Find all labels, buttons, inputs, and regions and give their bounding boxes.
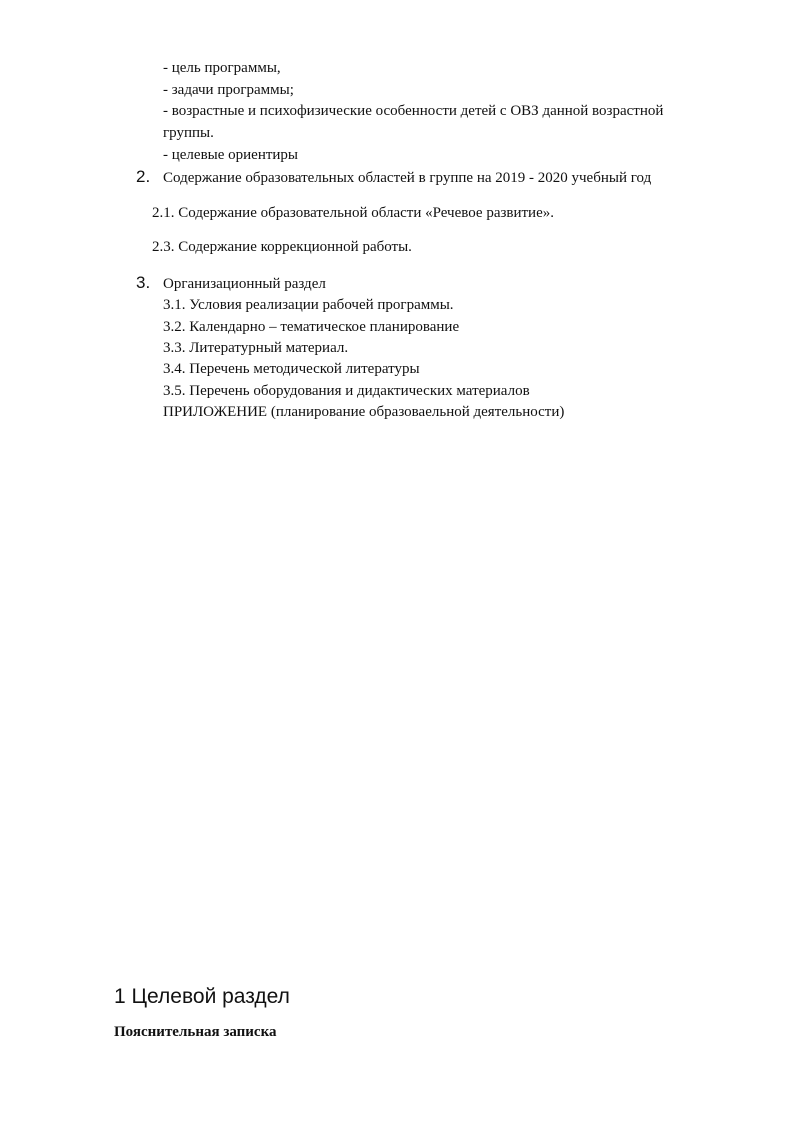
section-3-4-item: 3.4. Перечень методической литературы	[163, 361, 420, 377]
toc-item-features: - возрастные и психофизические особенности детей с ОВЗ данной возрастной	[163, 103, 664, 119]
toc-item-features-cont: группы.	[163, 125, 214, 141]
section-3-5-item: 3.5. Перечень оборудования и дидактических материалов	[163, 383, 530, 399]
toc-item-targets: - целевые ориентиры	[163, 147, 299, 163]
appendix-item: ПРИЛОЖЕНИЕ (планирование образоваельной деятельности)	[163, 404, 565, 420]
section-3-1-item: 3.1. Условия реализации рабочей программы.	[163, 297, 454, 313]
section-heading: 1 Целевой раздел	[114, 985, 290, 1008]
section-2-1-item: 2.1. Содержание образовательной области «Речевое развитие».	[152, 205, 554, 221]
section-3-2-item: 3.2. Календарно – тематическое планирование	[163, 319, 460, 335]
section-3-number: 3.	[136, 273, 151, 292]
toc-item-goal: - цель программы,	[163, 60, 281, 76]
section-subheading: Пояснительная записка	[114, 1024, 277, 1040]
section-3-3-item: 3.3. Литературный материал.	[163, 340, 349, 356]
section-2-title: Содержание образовательных областей в группе на 2019 - 2020 учебный год	[163, 170, 652, 186]
section-3-title: Организационный раздел	[163, 276, 326, 292]
section-2-number: 2.	[136, 167, 151, 186]
toc-item-tasks: - задачи программы;	[163, 82, 294, 98]
section-2-3-item: 2.3. Содержание коррекционной работы.	[152, 239, 412, 255]
